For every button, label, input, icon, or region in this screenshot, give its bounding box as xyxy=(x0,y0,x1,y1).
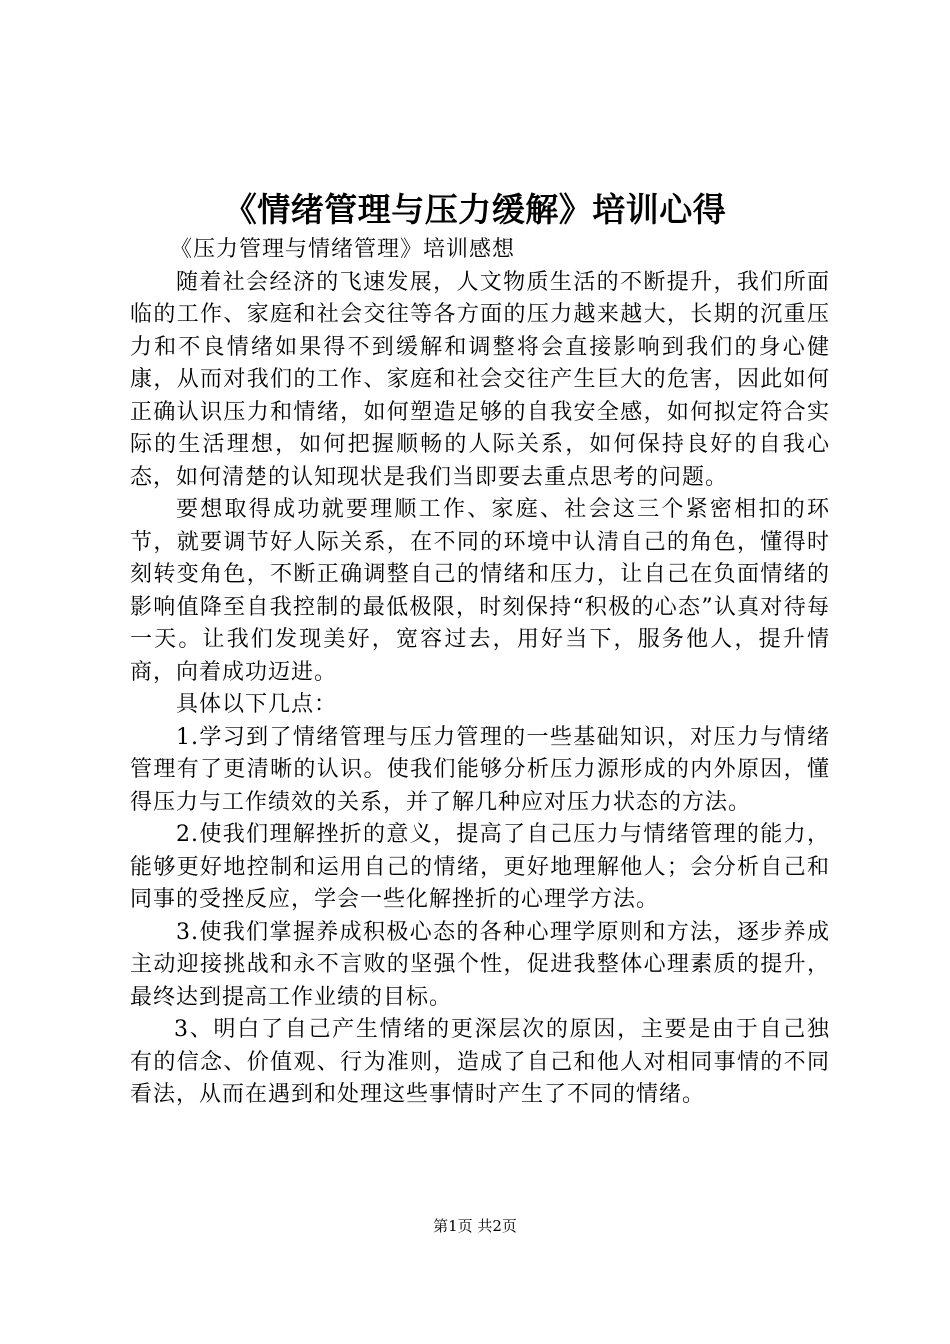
page-indicator: 第1页 共2页 xyxy=(433,1217,517,1235)
paragraph-intro: 随着社会经济的飞速发展，人文物质生活的不断提升，我们所面临的工作、家庭和社会交往等各方面的压力越来越大，长期的沉重压力和不良情绪如果得不到缓解和调整将会直接影响到我们的身心健康，从而对我们的工作、家庭和社会交往产生巨大的危害，因此如何正确认识压力和情绪，如何塑造足够的自我安全感，如何拟定符合实际的生活理想，如何把握顺畅的人际关系，如何保持良好的自我心态，如何清楚的认知现状是我们当即要去重点思考的问题。 xyxy=(130,269,830,490)
document-subtitle: 《压力管理与情绪管理》培训感想 xyxy=(170,237,516,262)
point-item-1: 1.学习到了情绪管理与压力管理的一些基础知识，对压力与情绪管理有了更清晰的认识。使我们能够分析压力源形成的内外原因，懂得压力与工作绩效的关系，并了解几种应对压力状态的方法。 xyxy=(130,724,830,815)
paragraph-points-heading: 具体以下几点： xyxy=(176,692,338,717)
point-item-2: 2.使我们理解挫折的意义，提高了自己压力与情绪管理的能力，能够更好地控制和运用自己的情绪，更好地理解他人；会分析自己和同事的受挫反应，学会一些化解挫折的心理学方法。 xyxy=(130,822,830,912)
document-title: 《情绪管理与压力缓解》培训心得 xyxy=(223,190,727,229)
document-body xyxy=(130,234,830,1112)
point-item-3: 3.使我们掌握养成积极心态的各种心理学原则和方法，逐步养成主动迎接挑战和永不言败的坚强个性，促进我整体心理素质的提升，最终达到提高工作业绩的目标。 xyxy=(130,919,830,1010)
paragraph-success: 要想取得成功就要理顺工作、家庭、社会这三个紧密相扣的环节，就要调节好人际关系，在不同的环境中认清自己的角色，懂得时刻转变角色，不断正确调整自己的情绪和压力，让自己在负面情绪的影响值降至自我控制的最低极限，时刻保持“积极的心态”认真对待每一天。让我们发现美好，宽容过去，用好当下，服务他人，提升情商，向着成功迈进。 xyxy=(130,497,830,685)
point-item-4: 3、明白了自己产生情绪的更深层次的原因，主要是由于自己独有的信念、价值观、行为准则，造成了自己和他人对相同事情的不同看法，从而在遇到和处理这些事情时产生了不同的情绪。 xyxy=(130,1017,830,1107)
